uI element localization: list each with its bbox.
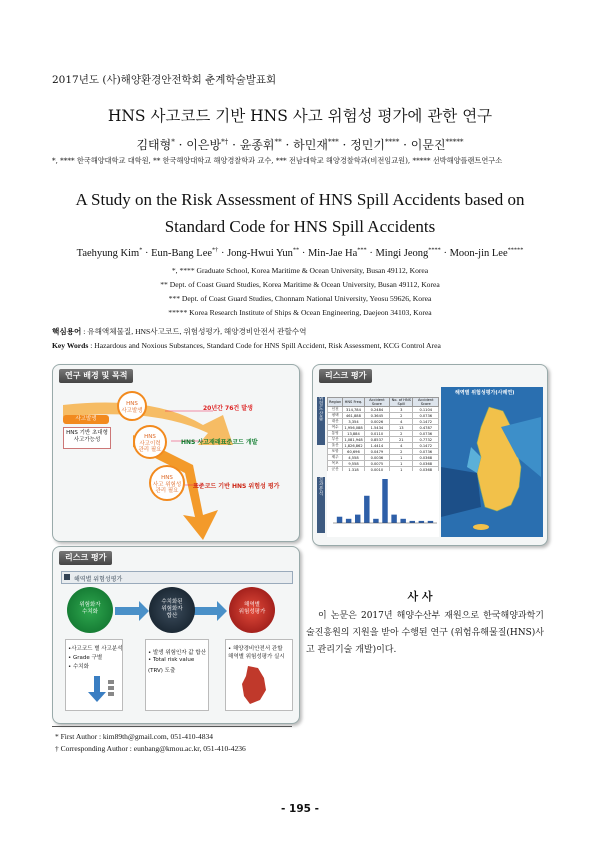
table-cell: 1 [390, 467, 413, 473]
side-label-result: 결 과 분 석 [317, 477, 325, 533]
table-cell: 2 [390, 449, 413, 455]
table-cell: 여수 [328, 425, 343, 431]
bar [373, 519, 378, 523]
table-cell: 0.4787 [413, 425, 439, 431]
map-area [441, 387, 543, 537]
step2-notes: • 발생 위험인자 값 합산 • Total risk value (TRV) 도출 [145, 639, 209, 711]
table-cell: 0.0110 [364, 431, 390, 437]
table-cell: 평택 [328, 413, 343, 419]
table-cell: 부산 [328, 437, 343, 443]
english-authors: Taehyung Kim* · Eun-Bang Lee*† · Jong-Hwui Yun** · Min-Jae Ha*** · Mingi Jeong**** · Moon-jin Lee***** [76, 246, 524, 259]
table-cell: 0.0736 [413, 431, 439, 437]
table-cell: 1.4414 [364, 443, 390, 449]
table-cell: 0.0479 [364, 449, 390, 455]
english-affiliation-3: *** Dept. of Coast Guard Studies, Chonnam National University, Yeosu 59626, Korea [168, 294, 432, 303]
author-kor-2: 이은방 [186, 138, 222, 152]
english-affiliation-1: *, **** Graduate School, Korea Maritime & Ocean University, Busan 49112, Korea [171, 266, 429, 275]
figure-risk-process [52, 546, 300, 724]
table-cell: 314,784 [343, 407, 364, 413]
table-cell: 0.3645 [364, 413, 390, 419]
figure1-arrows [53, 365, 299, 541]
table-cell: 4 [390, 419, 413, 425]
table-cell: 60,696 [343, 449, 364, 455]
table-cell: 13 [390, 425, 413, 431]
english-keywords: Key Words : Hazardous and Noxious Substances, Standard Code for HNS Spill Accident, Risk Assessment, KCG Control Area [52, 341, 441, 350]
table-cell: 0.0036 [364, 455, 390, 461]
bar [391, 515, 396, 523]
author-kor-5: 정민기 [350, 138, 385, 152]
footnote-corresponding-author: † Corresponding Author : eunbang@kmou.ac.kr, 051-410-4236 [55, 744, 246, 753]
figure1-heading: 연구 배경 및 목적 [59, 369, 133, 383]
korean-title: HNS 사고코드 기반 HNS 사고 위험성 평가에 관한 연구 [107, 107, 493, 125]
korean-authors: 김태형* · 이은방*† · 윤종휘** · 하민재*** · 정민기**** · 이문진***** [136, 137, 464, 152]
figure2-heading: 리스크 평가 [319, 369, 372, 383]
table-cell: 포항 [328, 449, 343, 455]
step2-circle: 수치화된 위험화자 합산 [149, 587, 195, 633]
bar [355, 515, 360, 523]
no-response-box: HNS 기반 초대형 사고가능성 [63, 427, 111, 449]
down-arrow-icon [86, 676, 116, 704]
table-cell: 2 [390, 413, 413, 419]
table-cell: 1,956,088 [344, 425, 363, 430]
table-cell: 1,318 [343, 467, 364, 473]
korean-keywords: 핵심용어 : 유해액체물질, HNS사고코드, 위험성평가, 해양경비안전서 관할수역 [52, 327, 307, 336]
table-cell: 1,081,948 [344, 437, 363, 442]
table-cell: 3,354 [343, 419, 364, 425]
table-cell: 2 [390, 431, 413, 437]
hns-accident-circle: HNS 사고발생 [117, 391, 147, 421]
std-eval-label: 표준코드 기반 HNS 위험성 평가 [193, 483, 280, 490]
table-cell: 1 [390, 455, 413, 461]
table-cell: 0.0075 [364, 461, 390, 467]
table-cell: 1,826,862 [344, 443, 363, 448]
table-cell: 9,558 [343, 461, 364, 467]
table-header-cell: No. of HNS Spill [391, 398, 411, 406]
table-cell: 461,888 [343, 413, 364, 419]
table-cell: 0.1472 [413, 443, 439, 449]
figure-risk-assessment-map [312, 364, 548, 546]
author-kor-6: 이문진 [410, 138, 446, 152]
accident-label: 사고발생 [63, 415, 109, 424]
step1-circle: 위험화자 수치화 [67, 587, 113, 633]
step3-circle: 해역별 위험성평가 [229, 587, 275, 633]
step3-notes: • 해양경비안전서 관할 해역별 위험성평가 실시 [225, 639, 293, 711]
english-affiliation-4: ***** Korea Research Institute of Ships & Ocean Engineering, Daejeon 34103, Korea [168, 308, 432, 317]
bar [364, 496, 369, 523]
figure-background-purpose [52, 364, 300, 542]
figure3-heading: 리스크 평가 [59, 551, 112, 565]
english-title: A Study on the Risk Assessment of HNS Spill Accidents based on Standard Code for HNS Spill Accidents [75, 190, 525, 236]
bar [410, 521, 415, 523]
table-cell: 4 [390, 443, 413, 449]
code-dev-label: HNS 사고재래표준코드 개발 [181, 439, 258, 446]
conference-header: 2017년도 (사)해양환경안전학회 춘계학술발표회 [52, 74, 277, 86]
table-cell: 0.0026 [364, 419, 390, 425]
table-cell: 0.0010 [364, 467, 390, 473]
table-cell: 0.0368 [413, 455, 439, 461]
table-cell: 1.5434 [364, 425, 390, 431]
figure3-subheading: 해역별 위험성평가 [74, 576, 123, 583]
bar [346, 519, 351, 523]
english-affiliation-2: ** Dept. of Coast Guard Studies, Korea Maritime & Ocean University, Busan 49112, Korea [160, 280, 440, 289]
table-cell: 0.0368 [413, 467, 439, 473]
table-cell: 울산 [328, 443, 343, 449]
footnote-first-author: * First Author : kim89th@gmail.com, 051-410-4834 [55, 732, 213, 741]
map-title: 해역별 위험성평가(사례연) [455, 390, 515, 396]
table-cell: 0.0736 [413, 413, 439, 419]
korea-map [441, 387, 543, 537]
bar [382, 479, 387, 523]
table-cell: 13,884 [343, 431, 364, 437]
table-cell: 0.7732 [413, 437, 439, 443]
table-cell: 대산 [328, 419, 343, 425]
acknowledgement-body: 이 논문은 2017년 해양수산부 재원으로 한국해양과학기술진흥원의 지원을 받아 수행된 연구 (위험유해물질(HNS)사고 관리기술 개발)이다. [306, 611, 544, 655]
table-header-cell: Region [328, 398, 343, 407]
risk-table [327, 397, 439, 473]
table-cell: 군산 [328, 467, 343, 473]
bar [428, 521, 433, 523]
table-cell: 0.1472 [413, 419, 439, 425]
acknowledgement-title: 사 사 [407, 590, 433, 603]
side-label-calc: 위 험 도 산 출 [317, 397, 325, 445]
table-header-cell: Accident Score [413, 398, 439, 407]
table-cell: 0.2484 [364, 407, 390, 413]
table-cell: 인천 [328, 407, 343, 413]
table-cell: 목포 [328, 461, 343, 467]
author-kor-3: 윤종휘 [239, 138, 275, 152]
table-header-cell: HNS Freq. [343, 398, 364, 407]
table-cell: 1 [390, 461, 413, 467]
footnote-divider [52, 726, 292, 727]
years-label: 20년간 76건 발생 [203, 405, 253, 412]
author-kor-4: 하민재 [293, 138, 328, 152]
table-header-cell: Accident Score [364, 398, 390, 407]
risk-bar-chart [327, 471, 439, 537]
risk-need-circle: HNS 사고 위험성 관리 필요 [149, 465, 185, 501]
table-cell: 0.8537 [364, 437, 390, 443]
bar [419, 521, 424, 523]
table-cell: 0.1104 [413, 407, 439, 413]
korean-affiliations: *, **** 한국해양대학교 대학원, ** 한국해양대학교 해양경찰학과 교수, *** 전남대학교 해양경찰학과(비전임교원), ***** 선박해양플랜트연구소 [52, 156, 503, 165]
table-cell: 0.0736 [413, 449, 439, 455]
bar [400, 519, 405, 523]
table-cell: 21 [390, 437, 413, 443]
step1-notes: •사고코드 별 사고분석 • Grade 구별 • 수치화 [65, 639, 123, 711]
page-number: - 195 - [281, 803, 319, 815]
table-cell: 3 [390, 407, 413, 413]
bar [337, 517, 342, 523]
table-cell: 통영 [328, 431, 343, 437]
table-cell: 제주 [328, 455, 343, 461]
table-cell: 4,558 [343, 455, 364, 461]
table-cell: 0.0368 [413, 461, 439, 467]
history-circle: HNS 사고이력 관리 필요 [133, 425, 167, 459]
korea-map-icon [234, 664, 274, 708]
author-kor-1: 김태형 [136, 138, 172, 152]
